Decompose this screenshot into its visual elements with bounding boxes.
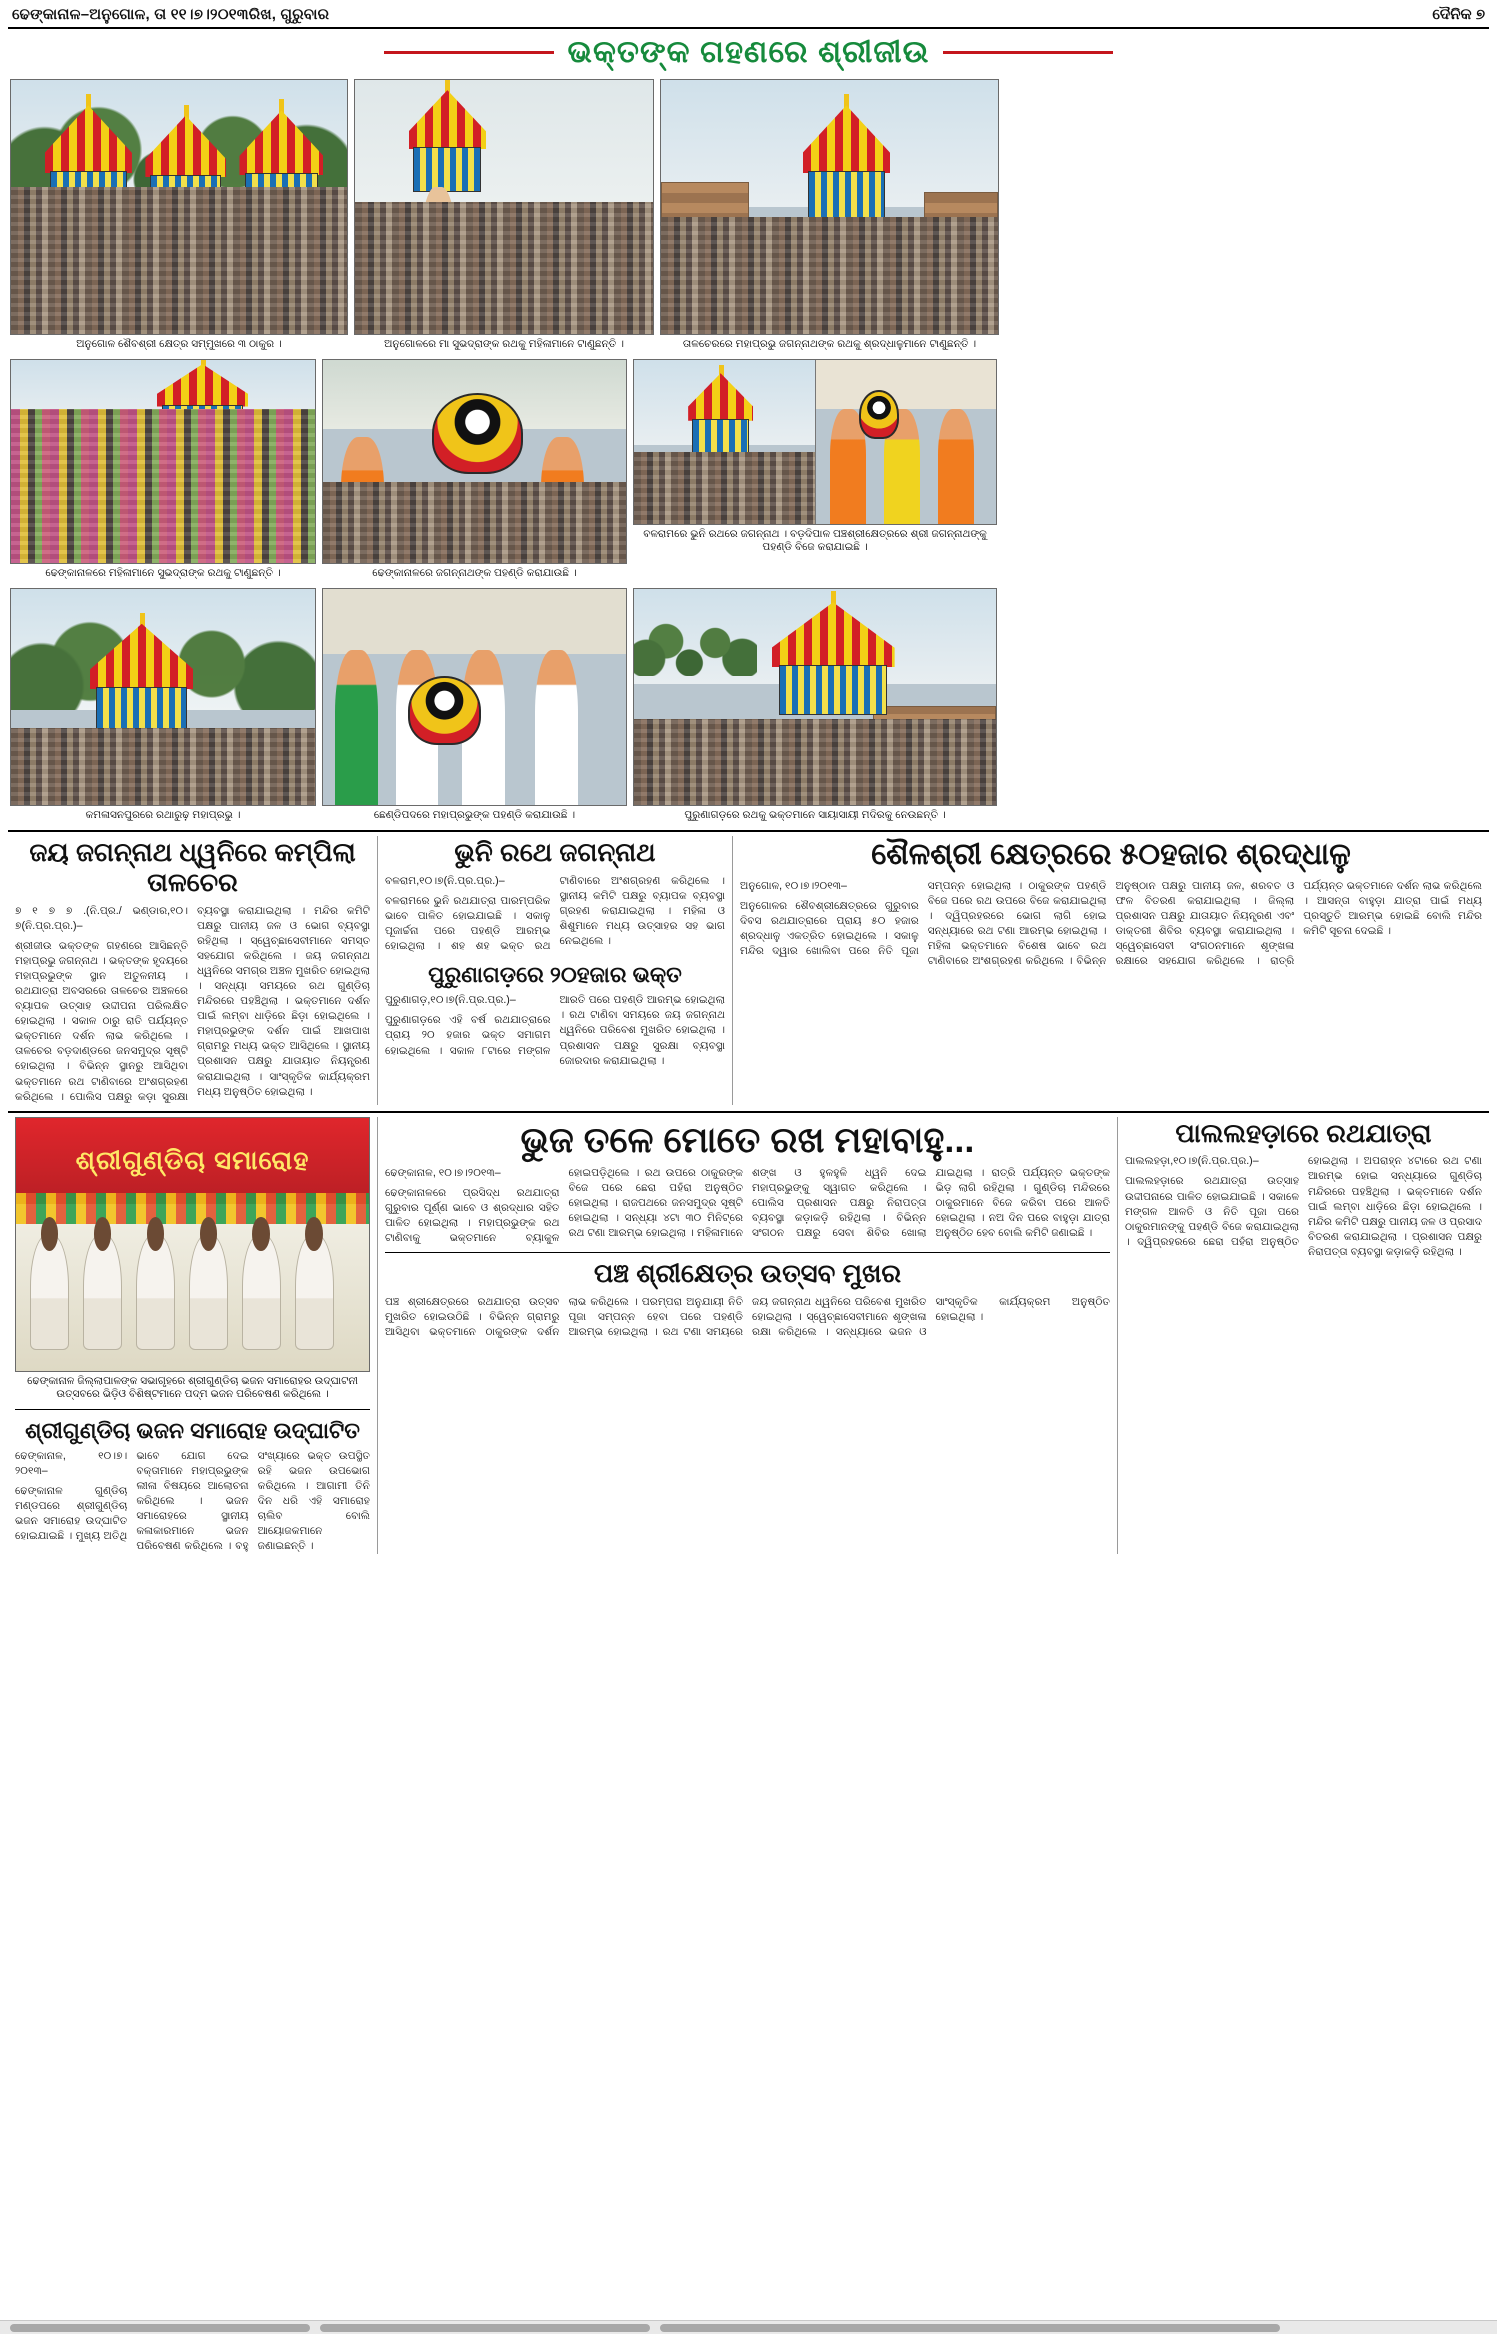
masthead-page-number: ଦୈନିକ ୭ — [1432, 6, 1485, 23]
photo-caption-8: ଛେଣ୍ଡିପଦରେ ମହାପ୍ରଭୁଙ୍କ ପହଣ୍ଡି କରାଯାଉଛି । — [373, 809, 576, 822]
scroll-thumb-left[interactable] — [10, 2324, 310, 2332]
photo-cell-8 — [322, 588, 627, 824]
article-6-headline: ପାଲଲହଡ଼ାରେ ରଥଯାତ୍ରା — [1175, 1117, 1432, 1148]
article-4-dateline: ଅନୁଗୋଳ, ୧୦।୭।୨୦୧୩– — [740, 879, 847, 892]
banner-rule-right — [943, 51, 1113, 54]
photo-caption-5: ଢେଙ୍କାନାଳରେ ଜଗନ୍ନାଥଙ୍କ ପହଣ୍ଡି କରାଯାଉଛି । — [372, 567, 577, 580]
scroll-thumb-right[interactable] — [660, 2324, 1280, 2332]
article-4-body: ଅନୁଗୋଳର ଶୈବଶ୍ରୀକ୍ଷେତ୍ରରେ ଗୁରୁବାର ଦିବସ ରଥଯାତ୍ରାରେ ପ୍ରାୟ ୫୦ ହଜାର ଶ୍ରଦ୍ଧାଳୁ ଏକତ୍ରିତ ହୋଇଥିଲେ । ସକାଳୁ ମନ୍ଦିର ଦ୍ୱାର ଖୋଲିବା ପରେ ନିତି ପୂଜା ସମ୍ପନ୍ନ ହୋଇଥିଲା । ଠାକୁରଙ୍କ ପହଣ୍ଡି ବିଜେ ପରେ ରଥ ଉପରେ ବିଜେ କରାଯାଇଥିଲା । ଦ୍ୱିପ୍ରହରରେ ଭୋଗ ଲାଗି ହୋଇ ସନ୍ଧ୍ୟାରେ ରଥ ଟଣା ଆରମ୍ଭ ହୋଇଥିଲା । ମହିଳା ଭକ୍ତମାନେ ବିଶେଷ ଭାବେ ରଥ ଟାଣିବାରେ ଅଂଶଗ୍ରହଣ କରିଥିଲେ । ବିଭିନ୍ନ ଅନୁଷ୍ଠାନ ପକ୍ଷରୁ ପାନୀୟ ଜଳ, ଶରବତ ଓ ଫଳ ବିତରଣ କରାଯାଇଥିଲା । ଜିଲ୍ଲା ପ୍ରଶାସନ ପକ୍ଷରୁ ଯାତାୟାତ ନିୟନ୍ତ୍ରଣ ଏବଂ ଡାକ୍ତରୀ ଶିବିର ବ୍ୟବସ୍ଥା କରାଯାଇଥିଲା । ସ୍ୱେଚ୍ଛାସେବୀ ସଂଗଠନମାନେ ଶୃଙ୍ଖଳା ରକ୍ଷାରେ ସହଯୋଗ କରିଥିଲେ । ରାତ୍ରି ପର୍ଯ୍ୟନ୍ତ ଭକ୍ତମାନେ ଦର୍ଶନ ଲାଭ କରିଥିଲେ । ଆସନ୍ତା ବାହୁଡ଼ା ଯାତ୍ରା ପାଇଁ ମଧ୍ୟ ପ୍ରସ୍ତୁତି ଆରମ୍ଭ ହୋଇଛି ବୋଲି ମନ୍ଦିର କମିଟି ସୂଚନା ଦେଇଛି । — [740, 879, 1482, 968]
photo-cell-3 — [660, 79, 999, 353]
photo-cell-5 — [322, 359, 627, 582]
photo-grid — [8, 79, 1489, 824]
photo-image-4 — [10, 359, 316, 564]
article-8-body: ଢେଙ୍କାନାଳ ଗୁଣ୍ଡିଚା ମଣ୍ଡପରେ ଶ୍ରୀଗୁଣ୍ଡିଚା ଭଜନ ସମାରୋହ ଉଦ୍‌ଘାଟିତ ହୋଇଯାଇଛି । ମୁଖ୍ୟ ଅତିଥି ଭାବେ ଯୋଗ ଦେଇ ବକ୍ତାମାନେ ମହାପ୍ରଭୁଙ୍କ ଲୀଳା ବିଷୟରେ ଆଲୋଚନା କରିଥିଲେ । ଭଜନ ସମାରୋହରେ ସ୍ଥାନୀୟ କଳାକାରମାନେ ଭଜନ ପରିବେଷଣ କରିଥିଲେ । ବହୁ ସଂଖ୍ୟାରେ ଭକ୍ତ ଉପସ୍ଥିତ ରହି ଭଜନ ଉପଭୋଗ କରିଥିଲେ । ଆଗାମୀ ତିନି ଦିନ ଧରି ଏହି ସମାରୋହ ଚାଲିବ ବୋଲି ଆୟୋଜକମାନେ ଜଣାଇଛନ୍ତି । — [15, 1449, 370, 1552]
article-2-headline: ଭୁନି ରଥେ ଜଗନ୍ନାଥ — [454, 837, 656, 868]
article-5-body: ଢେଙ୍କାନାଳରେ ପ୍ରସିଦ୍ଧ ରଥଯାତ୍ରା ଗୁରୁବାର ପୂର୍ଣ୍ଣ ଭାବେ ଓ ଶ୍ରଦ୍ଧାର ସହିତ ପାଳିତ ହୋଇଥିଲା । ମହାପ୍ରଭୁଙ୍କ ରଥ ଟାଣିବାକୁ ଭକ୍ତମାନେ ବ୍ୟାକୁଳ ହୋଇପଡ଼ିଥିଲେ । ରଥ ଉପରେ ଠାକୁରଙ୍କ ବିଜେ ପରେ ଛେରା ପହଁରା ଅନୁଷ୍ଠିତ ହୋଇଥିଲା । ରାଜପଥରେ ଜନସମୁଦ୍ର ସୃଷ୍ଟି ହୋଇଥିଲା । ସନ୍ଧ୍ୟା ୪ଟା ୩୦ ମିନିଟ୍‌ରେ ରଥ ଟଣା ଆରମ୍ଭ ହୋଇଥିଲା । ମହିଳାମାନେ ଶଙ୍ଖ ଓ ହୁଳହୁଳି ଧ୍ୱନି ଦେଇ ମହାପ୍ରଭୁଙ୍କୁ ସ୍ୱାଗତ କରିଥିଲେ । ପୋଲିସ ପ୍ରଶାସନ ପକ୍ଷରୁ ନିରାପତ୍ତା ବ୍ୟବସ୍ଥା କଡ଼ାକଡ଼ି ରହିଥିଲା । ବିଭିନ୍ନ ସଂଗଠନ ପକ୍ଷରୁ ସେବା ଶିବିର ଖୋଲା ଯାଇଥିଲା । ରାତ୍ରି ପର୍ଯ୍ୟନ୍ତ ଭକ୍ତଙ୍କ ଭିଡ଼ ଲାଗି ରହିଥିଲା । ଗୁଣ୍ଡିଚା ମନ୍ଦିରରେ ଠାକୁରମାନେ ବିଜେ କରିବା ପରେ ଆଳତି ହୋଇଥିଲା । ନଅ ଦିନ ପରେ ବାହୁଡ଼ା ଯାତ୍ରା ଅନୁଷ୍ଠିତ ହେବ ବୋଲି କମିଟି ଜଣାଇଛି । — [385, 1166, 1110, 1245]
article-8-headline: ଶ୍ରୀଗୁଣ୍ଡିଚା ଭଜନ ସମାରୋହ ଉଦ୍‌ଘାଟିତ — [25, 1417, 360, 1443]
photo-caption-6: ବଳରାମରେ ଭୁନି ରଥରେ ଜଗନ୍ନାଥ । ବଡ଼ଦିପାଳ ପଞ୍ଚଶ୍ରୀକ୍ଷେତ୍ରରେ ଶ୍ରୀ ଜଗନ୍ନାଥଙ୍କୁ ପହଣ୍ଡି ବିଜେ କରାଯାଇଛି । — [643, 528, 987, 554]
photo-caption-9: ପୁରୁଣାଗଡ଼ରେ ରଥକୁ ଭକ୍ତମାନେ ସାୟାସାୟୀ ମଦିରକୁ ନେଉଛନ୍ତି । — [684, 809, 946, 822]
photo-cell-7 — [10, 588, 316, 824]
photo-caption-4: ଢେଙ୍କାନାଳରେ ମହିଳାମାନେ ସୁଭଦ୍ରାଙ୍କ ରଥକୁ ଟାଣୁଛନ୍ତି । — [45, 567, 281, 580]
masthead — [8, 6, 1489, 29]
feature-photo — [15, 1117, 370, 1372]
photo-caption-3: ତାଳଚେରରେ ମହାପ୍ରଭୁ ଜଗନ୍ନାଥଙ୍କ ରଥକୁ ଶ୍ରଦ୍ଧାଳୁମାନେ ଟାଣୁଛନ୍ତି । — [682, 338, 977, 350]
photo-image-2 — [354, 79, 654, 335]
photo-image-9 — [633, 588, 997, 806]
article-1-dateline: ୭ ୧ ୭ ୭ .(ନି.ପ୍ର./ ଭଣ୍ଡାର,୧୦।୭(ନି.ପ୍ର.ପ୍ର.)– — [15, 905, 188, 933]
feature-photo-caption: ଢେଙ୍କାନାଳ ଜିଲ୍ଲାପାଳଙ୍କ ସଭାଗୃହରେ ଶ୍ରୀଗୁଣ୍ଡିଚା ଭଜନ ସମାରୋହର ଉଦ୍‌ଘାଟନୀ ଉତ୍ସବରେ ଭିଡ଼ିଓ ବିଶିଷ୍ଟମାନେ ପଦ୍ମ ଭଜନ ପରିବେଷଣ କରିଥିଲେ । — [27, 1374, 358, 1400]
banner-title: ଭକ୍ତଙ୍କ ଗହଣରେ ଶ୍ରୀଜୀଉ — [567, 34, 930, 69]
photo-cell-4 — [10, 359, 316, 582]
banner-rule-left — [384, 51, 554, 54]
scroll-strip[interactable] — [0, 2320, 1497, 2334]
article-5-headline: ଭୁଜ ତଳେ ମୋତେ ରଖ ମହାବାହୁ... — [520, 1118, 975, 1160]
photo-row-2 — [10, 359, 1487, 582]
article-column-5 — [378, 1117, 1118, 1554]
photo-cell-9 — [633, 588, 997, 824]
photo-caption-1: ଅନୁଗୋଳ ଶୈବଶ୍ରୀ କ୍ଷେତ୍ର ସମ୍ମୁଖରେ ୩ ଠାକୁର । — [76, 338, 282, 350]
photo-row-1 — [10, 79, 1487, 353]
article-6-dateline: ପାଲଲହଡ଼ା,୧୦।୭(ନି.ପ୍ର.ପ୍ର.)– — [1125, 1155, 1259, 1168]
article-3-dateline: ପୁରୁଣାଗଡ଼,୧୦।୭(ନି.ପ୍ର.ପ୍ର.)– — [385, 994, 516, 1007]
article-6-body: ପାଲଲହଡ଼ାରେ ରଥଯାତ୍ରା ଉତ୍ସାହ ଉଦ୍ଦୀପନାରେ ପାଳିତ ହୋଇଯାଇଛି । ସକାଳେ ମଙ୍ଗଳ ଆଳତି ଓ ନିତି ପୂଜା ପରେ ଠାକୁରମାନଙ୍କୁ ପହଣ୍ଡି ବିଜେ କରାଯାଇଥିଲା । ଦ୍ୱିପ୍ରହରରେ ଛେରା ପହଁରା ଅନୁଷ୍ଠିତ ହୋଇଥିଲା । ଅପରାହ୍ନ ୪ଟାରେ ରଥ ଟଣା ଆରମ୍ଭ ହୋଇ ସନ୍ଧ୍ୟାରେ ଗୁଣ୍ଡିଚା ମନ୍ଦିରରେ ପହଞ୍ଚିଥିଲା । ଭକ୍ତମାନେ ଦର୍ଶନ ପାଇଁ ଲମ୍ବା ଧାଡ଼ିରେ ଛିଡ଼ା ହୋଇଥିଲେ । ମନ୍ଦିର କମିଟି ପକ୍ଷରୁ ପାନୀୟ ଜଳ ଓ ପ୍ରସାଦ ବିତରଣ କରାଯାଇଥିଲା । ପ୍ରଶାସନ ପକ୍ଷରୁ ନିରାପତ୍ତା ବ୍ୟବସ୍ଥା କଡ଼ାକଡ଼ି ରହିଥିଲା । — [1125, 1155, 1482, 1258]
article-band-2 — [8, 1111, 1489, 1554]
article-1-headline: ଜୟ ଜଗନ୍ନାଥ ଧ୍ୱନିରେ କମ୍ପିଲା ତାଳଚେର — [29, 837, 356, 898]
photo-image-8 — [322, 588, 627, 806]
article-8-dateline: ଢେଙ୍କାନାଳ, ୧୦।୭।୨୦୧୩– — [15, 1449, 128, 1477]
photo-caption-7: କମଳାସନପୁରରେ ରଥାରୁଢ଼ ମହାପ୍ରଭୁ । — [85, 809, 241, 822]
article-7-headline: ପଞ୍ଚ ଶ୍ରୀକ୍ଷେତ୍ର ଉତ୍ସବ ମୁଖର — [593, 1258, 902, 1289]
article-column-3 — [733, 836, 1489, 1104]
photo-cell-2 — [354, 79, 654, 353]
article-1-body: ଶ୍ରୀଜୀଉ ଭକ୍ତଙ୍କ ଗହଣରେ ଆସିଛନ୍ତି ମହାପ୍ରଭୁ ଜଗନ୍ନାଥ । ଭକ୍ତଙ୍କ ହୃଦୟରେ ମହାପ୍ରଭୁଙ୍କ ସ୍ଥାନ ଅତୁଳନୀୟ । ରଥଯାତ୍ରା ଅବସରରେ ତାଳଚେର ଅଞ୍ଚଳରେ ବ୍ୟାପକ ଉତ୍ସାହ ଉଦ୍ଦୀପନା ପରିଲକ୍ଷିତ ହୋଇଥିଲା । ସକାଳ ଠାରୁ ରାତି ପର୍ଯ୍ୟନ୍ତ ଭକ୍ତମାନେ ଦର୍ଶନ ଲାଭ କରିଥିଲେ । ତାଳଚେର ବଡ଼ଦାଣ୍ଡରେ ଜନସମୁଦ୍ର ସୃଷ୍ଟି ହୋଇଥିଲା । ବିଭିନ୍ନ ସ୍ଥାନରୁ ଆସିଥିବା ଭକ୍ତମାନେ ରଥ ଟାଣିବାରେ ଅଂଶଗ୍ରହଣ କରିଥିଲେ । ପୋଲିସ ପକ୍ଷରୁ କଡ଼ା ସୁରକ୍ଷା ବ୍ୟବସ୍ଥା କରାଯାଇଥିଲା । ମନ୍ଦିର କମିଟି ପକ୍ଷରୁ ପାନୀୟ ଜଳ ଓ ଭୋଗ ବ୍ୟବସ୍ଥା ରହିଥିଲା । ସ୍ୱେଚ୍ଛାସେବୀମାନେ ସମସ୍ତ ସହଯୋଗ କରିଥିଲେ । ଜୟ ଜଗନ୍ନାଥ ଧ୍ୱନିରେ ସମଗ୍ର ଅଞ୍ଚଳ ମୁଖରିତ ହୋଇଥିଲା । ସନ୍ଧ୍ୟା ସମୟରେ ରଥ ଗୁଣ୍ଡିଚା ମନ୍ଦିରରେ ପହଞ୍ଚିଥିଲା । ଭକ୍ତମାନେ ଦର୍ଶନ ପାଇଁ ଲମ୍ବା ଧାଡ଼ିରେ ଛିଡ଼ା ହୋଇଥିଲେ । ମହାପ୍ରଭୁଙ୍କ ଦର୍ଶନ ପାଇଁ ଆଖପାଖ ଗ୍ରାମରୁ ମଧ୍ୟ ଭକ୍ତ ଆସିଥିଲେ । ସ୍ଥାନୀୟ ପ୍ରଶାସନ ପକ୍ଷରୁ ଯାତାୟାତ ନିୟନ୍ତ୍ରଣ କରାଯାଇଥିଲା । ସାଂସ୍କୃତିକ କାର୍ଯ୍ୟକ୍ରମ ମଧ୍ୟ ଅନୁଷ୍ଠିତ ହୋଇଥିଲା । — [15, 905, 370, 1103]
article-2-dateline: ବଳରାମ,୧୦।୭(ନି.ପ୍ର.ପ୍ର.)– — [385, 875, 505, 888]
photo-image-6 — [633, 359, 997, 525]
article-7-body: ପଞ୍ଚ ଶ୍ରୀକ୍ଷେତ୍ରରେ ରଥଯାତ୍ରା ଉତ୍ସବ ମୁଖରିତ ହୋଇଉଠିଛି । ବିଭିନ୍ନ ଗ୍ରାମରୁ ଆସିଥିବା ଭକ୍ତମାନେ ଠାକୁରଙ୍କ ଦର୍ଶନ ଲାଭ କରିଥିଲେ । ପରମ୍ପରା ଅନୁଯାୟୀ ନିତି ପୂଜା ସମ୍ପନ୍ନ ହେବା ପରେ ପହଣ୍ଡି ଆରମ୍ଭ ହୋଇଥିଲା । ରଥ ଟଣା ସମୟରେ ଜୟ ଜଗନ୍ନାଥ ଧ୍ୱନିରେ ପରିବେଶ ମୁଖରିତ ହୋଇଥିଲା । ସ୍ୱେଚ୍ଛାସେବୀମାନେ ଶୃଙ୍ଖଳା ରକ୍ଷା କରିଥିଲେ । ସନ୍ଧ୍ୟାରେ ଭଜନ ଓ ସାଂସ୍କୃତିକ କାର୍ଯ୍ୟକ୍ରମ ଅନୁଷ୍ଠିତ ହୋଇଥିଲା । — [385, 1296, 1110, 1339]
article-band-1 — [8, 830, 1489, 1104]
photo-caption-2: ଅନୁଗୋଳରେ ମା ସୁଭଦ୍ରାଙ୍କ ରଥକୁ ମହିଳାମାନେ ଟାଣୁଛନ୍ତି । — [384, 338, 624, 350]
masthead-edition: ଢେଙ୍କାନାଳ–ଅନୁଗୋଳ, ତା ୧୧।୭।୨୦୧୩ରିଖ, ଗୁରୁବାର — [12, 6, 330, 23]
article-2-body: ବଳରାମରେ ଭୁନି ରଥଯାତ୍ରା ପାରମ୍ପରିକ ଭାବେ ପାଳିତ ହୋଇଯାଇଛି । ସକାଳୁ ପୂଜାର୍ଚ୍ଚନା ପରେ ପହଣ୍ଡି ଆରମ୍ଭ ହୋଇଥିଲା । ଶହ ଶହ ଭକ୍ତ ରଥ ଟାଣିବାରେ ଅଂଶଗ୍ରହଣ କରିଥିଲେ । ସ୍ଥାନୀୟ କମିଟି ପକ୍ଷରୁ ବ୍ୟାପକ ବ୍ୟବସ୍ଥା ଗ୍ରହଣ କରାଯାଇଥିଲା । ମହିଳା ଓ ଶିଶୁମାନେ ମଧ୍ୟ ଉତ୍ସାହର ସହ ଭାଗ ନେଇଥିଲେ । — [385, 875, 725, 953]
photo-image-5 — [322, 359, 627, 564]
article-3-body: ପୁରୁଣାଗଡ଼ରେ ଏହି ବର୍ଷ ରଥଯାତ୍ରାରେ ପ୍ରାୟ ୨୦ ହଜାର ଭକ୍ତ ସମାଗମ ହୋଇଥିଲେ । ସକାଳ ୮ଟାରେ ମଙ୍ଗଳ ଆରତି ପରେ ପହଣ୍ଡି ଆରମ୍ଭ ହୋଇଥିଲା । ରଥ ଟାଣିବା ସମୟରେ ଜୟ ଜଗନ୍ନାଥ ଧ୍ୱନିରେ ପରିବେଶ ମୁଖରିତ ହୋଇଥିଲା । ପ୍ରଶାସନ ପକ୍ଷରୁ ସୁରକ୍ଷା ବ୍ୟବସ୍ଥା ଜୋରଦାର କରାଯାଇଥିଲା । — [385, 994, 725, 1067]
page-banner — [8, 34, 1489, 71]
article-4-headline: ଶୈଳଶ୍ରୀ କ୍ଷେତ୍ରରେ ୫୦ହଜାର ଶ୍ରଦ୍ଧାଳୁ — [871, 838, 1351, 872]
article-3-headline: ପୁରୁଣାଗଡ଼ରେ ୨୦ହଜାର ଭକ୍ତ — [428, 962, 682, 988]
article-column-2 — [378, 836, 733, 1104]
feature-column — [8, 1117, 378, 1554]
photo-image-3 — [660, 79, 999, 335]
article-column-6 — [1118, 1117, 1489, 1554]
photo-cell-6 — [633, 359, 997, 582]
stage-banner-text: ଶ୍ରୀଗୁଣ୍ଡିଚା ସମାରୋହ — [16, 1118, 369, 1204]
photo-image-7 — [10, 588, 316, 806]
photo-cell-1 — [10, 79, 348, 353]
article-5-dateline: ଢେଙ୍କାନାଳ, ୧୦।୭।୨୦୧୩– — [385, 1166, 501, 1179]
scroll-thumb-mid[interactable] — [320, 2324, 650, 2332]
photo-image-1 — [10, 79, 348, 335]
photo-row-3 — [10, 588, 1487, 824]
article-column-1 — [8, 836, 378, 1104]
